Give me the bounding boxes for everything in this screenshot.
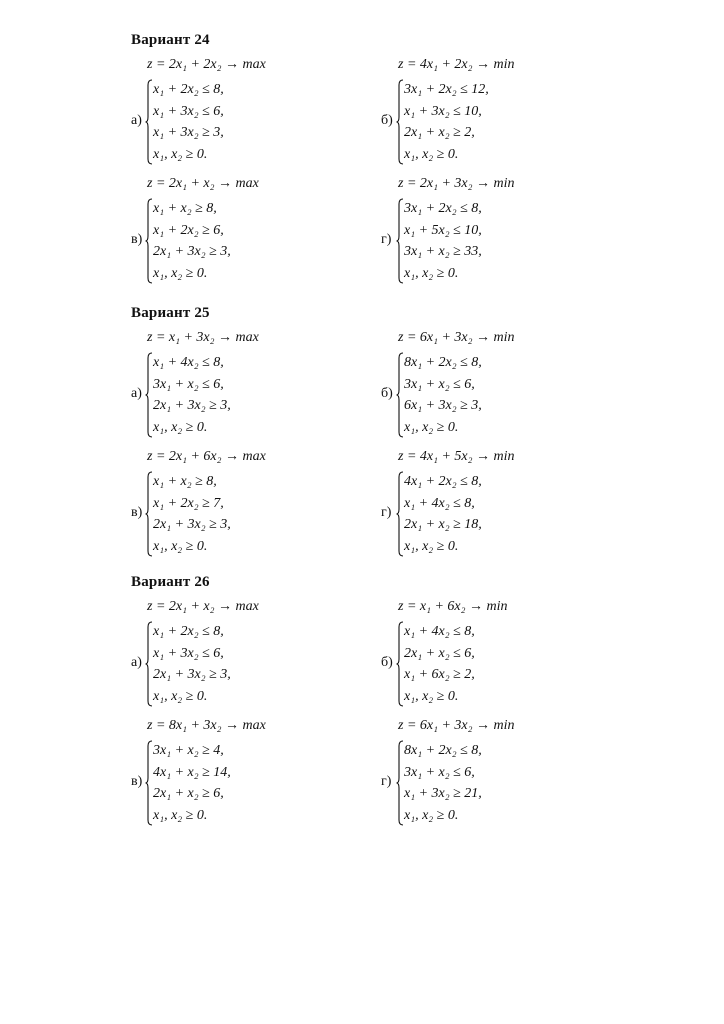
system-brace <box>396 740 404 826</box>
system-brace <box>145 79 153 165</box>
constraint: x₁ + 2x₂ ≤ 8, <box>153 82 224 97</box>
objective-function: z = 2x₁ + 6x₂ → max <box>147 449 266 464</box>
constraint: x₁ + 3x₂ ≤ 10, <box>404 103 482 119</box>
variant-title: Вариант 24 <box>131 32 210 48</box>
objective-function: z = 2x₁ + 3x₂ → min <box>398 176 515 191</box>
constraint: 3x₁ + x₂ ≥ 33, <box>404 244 482 259</box>
problem-label: в) <box>131 232 143 247</box>
constraint: x₁, x₂ ≥ 0. <box>404 807 459 823</box>
constraint-system <box>404 621 475 707</box>
constraint-system <box>153 79 224 165</box>
constraint: x₁ + x₂ ≥ 8, <box>153 201 217 216</box>
constraint: x₁, x₂ ≥ 0. <box>404 538 459 554</box>
constraint-system <box>153 198 231 284</box>
system-brace <box>145 352 153 438</box>
system-brace <box>396 79 404 165</box>
objective-function: z = 2x₁ + x₂ → max <box>147 176 259 191</box>
constraint: 2x₁ + x₂ ≥ 2, <box>404 125 475 140</box>
system-brace <box>396 471 404 557</box>
system-brace <box>396 198 404 284</box>
constraint: x₁ + 2x₂ ≥ 6, <box>153 222 224 238</box>
constraint: x₁ + 2x₂ ≤ 8, <box>153 624 224 639</box>
constraint: x₁ + 4x₂ ≤ 8, <box>153 355 224 370</box>
constraint: x₁ + x₂ ≥ 8, <box>153 474 217 489</box>
constraint: 8x₁ + 2x₂ ≤ 8, <box>404 743 482 758</box>
problem-label: а) <box>131 386 142 401</box>
variant-title: Вариант 25 <box>131 305 210 321</box>
constraint: 2x₁ + 3x₂ ≥ 3, <box>153 667 231 682</box>
problem-label: г) <box>381 774 392 789</box>
constraint: 2x₁ + 3x₂ ≥ 3, <box>153 244 231 259</box>
constraint: x₁, x₂ ≥ 0. <box>404 688 459 704</box>
constraint: 2x₁ + 3x₂ ≥ 3, <box>153 398 231 413</box>
constraint: 2x₁ + x₂ ≥ 6, <box>153 786 224 801</box>
problem-label: а) <box>131 655 142 670</box>
problem-label: а) <box>131 113 142 128</box>
problem-label: г) <box>381 505 392 520</box>
constraint: x₁ + 4x₂ ≤ 8, <box>404 624 475 639</box>
constraint: x₁, x₂ ≥ 0. <box>404 265 459 281</box>
constraint: x₁ + 5x₂ ≤ 10, <box>404 222 482 238</box>
constraint-system <box>404 471 482 557</box>
constraint: 3x₁ + 2x₂ ≤ 8, <box>404 201 482 216</box>
constraint: 3x₁ + 2x₂ ≤ 12, <box>404 82 489 97</box>
constraint-system <box>404 352 482 438</box>
problem-label: б) <box>381 113 393 128</box>
constraint: x₁ + 3x₂ ≥ 3, <box>153 125 224 140</box>
problem-label: б) <box>381 655 393 670</box>
objective-function: z = 6x₁ + 3x₂ → min <box>398 718 515 733</box>
constraint: 8x₁ + 2x₂ ≤ 8, <box>404 355 482 370</box>
constraint: x₁, x₂ ≥ 0. <box>153 146 208 162</box>
constraint: x₁, x₂ ≥ 0. <box>153 807 208 823</box>
constraint: 4x₁ + 2x₂ ≤ 8, <box>404 474 482 489</box>
constraint: x₁ + 3x₂ ≤ 6, <box>153 645 224 661</box>
constraint: x₁, x₂ ≥ 0. <box>153 265 208 281</box>
constraint: x₁, x₂ ≥ 0. <box>153 419 208 435</box>
problem-label: г) <box>381 232 392 247</box>
constraint: x₁ + 3x₂ ≥ 21, <box>404 786 482 801</box>
constraint: 3x₁ + x₂ ≥ 4, <box>153 743 224 758</box>
system-brace <box>145 198 153 284</box>
constraint: 3x₁ + x₂ ≤ 6, <box>404 376 475 392</box>
objective-function: z = 6x₁ + 3x₂ → min <box>398 330 515 345</box>
constraint: 2x₁ + 3x₂ ≥ 3, <box>153 517 231 532</box>
constraint-system <box>153 740 231 826</box>
problem-label: в) <box>131 774 143 789</box>
system-brace <box>145 471 153 557</box>
variant-title: Вариант 26 <box>131 574 210 590</box>
problem-label: в) <box>131 505 143 520</box>
constraint: x₁ + 4x₂ ≤ 8, <box>404 495 475 511</box>
constraint: x₁ + 6x₂ ≥ 2, <box>404 667 475 682</box>
constraint-system <box>404 198 482 284</box>
problem-label: б) <box>381 386 393 401</box>
system-brace <box>396 352 404 438</box>
objective-function: z = x₁ + 6x₂ → min <box>398 599 508 614</box>
constraint-system <box>153 621 231 707</box>
objective-function: z = 8x₁ + 3x₂ → max <box>147 718 266 733</box>
constraint: x₁, x₂ ≥ 0. <box>153 538 208 554</box>
constraint-system <box>404 79 489 165</box>
system-brace <box>145 740 153 826</box>
objective-function: z = 2x₁ + 2x₂ → max <box>147 57 266 72</box>
objective-function: z = 4x₁ + 2x₂ → min <box>398 57 515 72</box>
constraint-system <box>404 740 482 826</box>
constraint: 3x₁ + x₂ ≤ 6, <box>404 764 475 780</box>
constraint: x₁, x₂ ≥ 0. <box>153 688 208 704</box>
constraint: x₁ + 2x₂ ≥ 7, <box>153 495 224 511</box>
constraint: 2x₁ + x₂ ≥ 18, <box>404 517 482 532</box>
constraint: x₁ + 3x₂ ≤ 6, <box>153 103 224 119</box>
constraint-system <box>153 352 231 438</box>
objective-function: z = x₁ + 3x₂ → max <box>147 330 259 345</box>
system-brace <box>145 621 153 707</box>
constraint: 3x₁ + x₂ ≤ 6, <box>153 376 224 392</box>
constraint: 6x₁ + 3x₂ ≥ 3, <box>404 398 482 413</box>
constraint: x₁, x₂ ≥ 0. <box>404 419 459 435</box>
system-brace <box>396 621 404 707</box>
objective-function: z = 2x₁ + x₂ → max <box>147 599 259 614</box>
constraint: 2x₁ + x₂ ≤ 6, <box>404 645 475 661</box>
constraint: 4x₁ + x₂ ≥ 14, <box>153 764 231 780</box>
constraint: x₁, x₂ ≥ 0. <box>404 146 459 162</box>
objective-function: z = 4x₁ + 5x₂ → min <box>398 449 515 464</box>
constraint-system <box>153 471 231 557</box>
